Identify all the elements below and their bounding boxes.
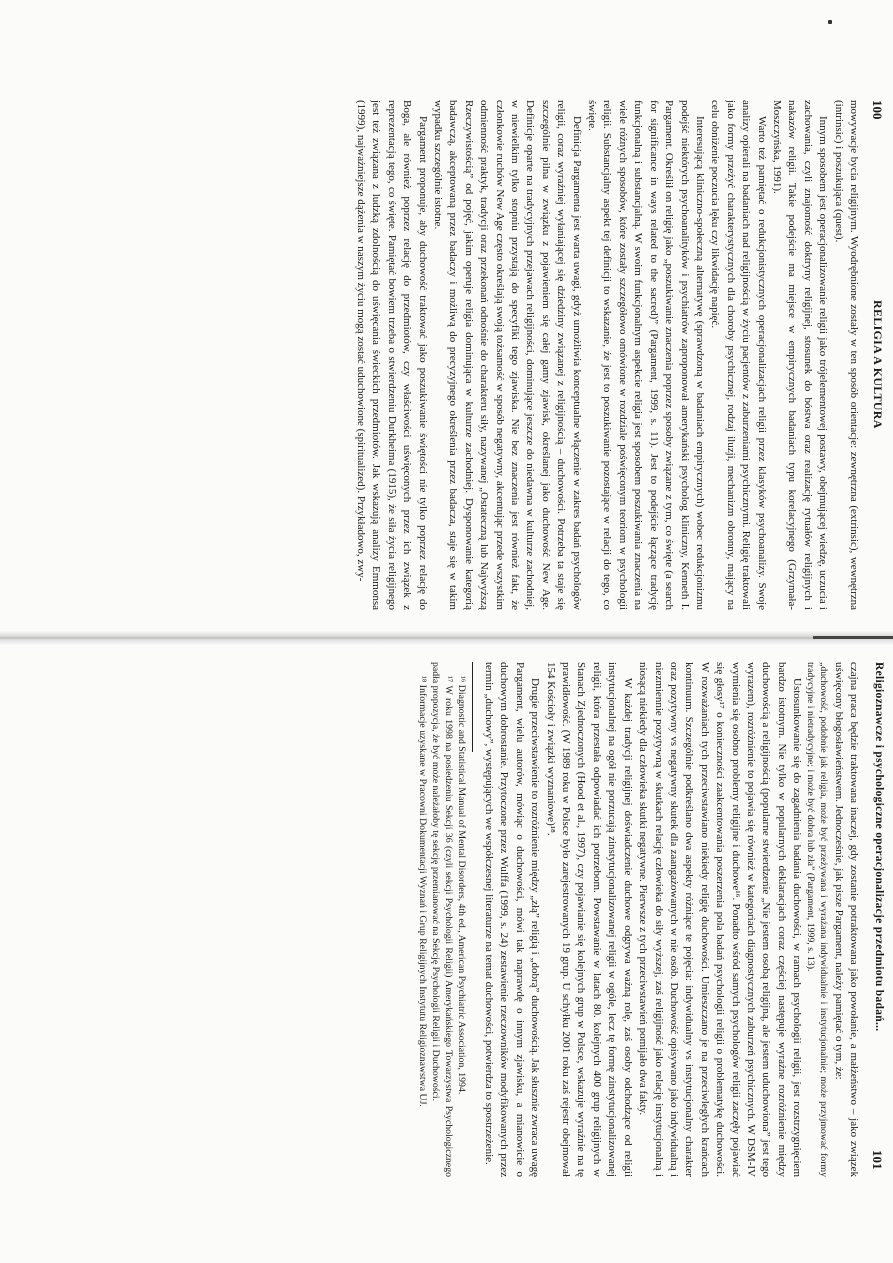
right-page-number: 101 [870, 1150, 885, 1170]
footnote: ¹⁶ Diagnostic and Statistical Manual of Mental Disorders, 4th ed., American Psychiatric Association, 1994. [455, 676, 467, 1095]
footnotes [416, 662, 473, 1177]
right-paragraph: Ustosunkowanie się do zagadnienia badania duchowości, w ramach psychologii religii, jest rozstrzygnięciem bardzo istotnym. Nie tylko w popularnych deklaracjach coraz częściej następuje wyraźne rozróżnienie między duchowością a religijnością (popularne stwierdzenie „Nie jestem osobą religijną, ale jestem uduchowiona” jest tego wyrazem), rozróżnienie to pojawia się również w kategoriach diagnostycznych zaburzeń psychicznych. W DSM-IV wymienia się osobno problemy religijne i duchowe¹⁶. Ponadto wśród samych psychologów religii zaczęły pojawiać się głosy¹⁷ o konieczności zaakcentowania poszerzenia pola badań psychologii religii o problematykę duchowości. W rozważaniach tych przeciwstawiano niekiedy religię duchowości. Umieszczano je na przeciwległych krańcach kontinuum. Szczególnie podkreślano dwa aspekty różniące te pojęcia: indywidualny vs instytucjonalny charakter oraz pozytywny vs negatywny skutek dla zaangażowanych w nie osób. Duchowość opisywano jako indywidualną i niezmiennie pozytywną w skutkach relację człowieka do siły wyższej, zaś religijność jako relację instytucjonalną i niosącą niekiedy dla człowieka skutki negatywne. Pierwsze z tych przeciwstawień pomijało dwa fakty. [637, 662, 804, 1177]
left-paragraph: mowywacje bycia religijnym. Wyodrębnione zostały w ten sposób orientacje: zewnętrzna (extrinsic), wewnętrzna (intrinsic) i poszukująca (quest). [832, 100, 860, 610]
scan-speck [828, 20, 832, 24]
footnote: ¹⁸ Informacje uzyskane w Pracowni Dokumentacji Wyznań i Grup Religijnych Instytutu Religioznawstwa UJ. [416, 676, 428, 1107]
right-paragraph: W każdej tradycji religijnej doświadczenie duchowe odgrywa ważną rolę, zaś osoby odchodzące od religii instytucjonalnej na ogół nie porzucają zinstytucjonalizowanej religii w ogóle, lecz tę formę zinstytucjonalizowanej religii, która przestała odpowiadać ich potrzebom. Powstawanie w latach 80. kolejnych 400 grup religijnych w Stanach Zjednoczonych (Hood et al., 1997), czy pojawianie się kolejnych grup w Polsce, wskazuje wyraźnie na tę prawidłowość. (W 1989 roku w Polsce było zarejestrowanych 19 grup. U schyłku 2001 roku zaś rejestr obejmował 154 Kościoły i związki wyznaniowe)¹⁸. [544, 662, 634, 1177]
block-quote: „duchowość, podobnie jak religia, może być przeżywana i wyrażana indywidualnie i instytucjonalnie; może przyjmować formy tradycyjne i nietradycyjne; i może być dobra lub zła” (Pargament, 1999, s. 13). [805, 662, 830, 1177]
left-paragraph: Pargament proponuje, aby duchowość traktować jako poszukiwanie świętości nie tylko poprzez relację do Boga, ale również poprzez relację do przedmiotów, czy właściwości uświęconych przez ich związek z reprezentacją tego, co święte. Pamiętać bowiem trzeba o stwierdzeniu Durkheima (1915), że siła życia religijnego jest też związana z ludzką zdolnością do uświęcania świeckich przedmiotów. Jak wskazują analizy Emmonsa (1999), najważniejsze dążenia w naszym życiu mogą zostać uduchowione (spiritualized). Przykładowo, zwy- [355, 100, 429, 610]
left-paragraph: Innym sposobem jest operacjonalizowanie religii jako trójelementowej postawy, obejmującej wiedzę, uczucia i zachowania, czyli znajomość doktryny religijnej, stosunek do bóstwa oraz realizację rytuałów religijnych i nakazów religii. Takie podejście ma miejsce w empirycznych badaniach typu korelacyjnego (Grzymała-Moszczyńska, 1991). [770, 100, 830, 610]
left-paragraph: Definicja Pargamenta jest warta uwagi, gdyż umożliwia konceptualne włączenie w zakres badań psychologów religii, coraz wyraźniej wyłaniającej się dziedziny związanej z religijnością – duchowości. Potrzeba ta staje się szczególnie pilna w związku z pojawieniem się całej gamy zjawisk, określanej jako duchowość New Age. Definicje oparte na tradycyjnych przejawach religijności, dominujące jeszcze do niedawna w kulturze zachodniej, w niewielkim tylko stopniu przystają do specyfiki tego zjawiska. Nie bez znaczenia jest również fakt, że członkowie ruchów New Age często określają swoją tożsamość w sposób negatywny, akcentując przede wszystkim odmienność praktyk, tradycji oraz przekonań odnośnie do charakteru siły, nazywanej „Ostateczną lub Najwyższą Rzeczywistością” od pojęć, jakim operuje religia dominująca w kulturze zachodniej. Dysponowanie kategorią badawczą, akceptowaną przez badaczy i możliwą do precyzyjnego określenia przez badacza, staje się w takim wypadku szczególnie istotne. [432, 100, 583, 610]
book-spine-shadow [0, 630, 893, 646]
footnote-rule [472, 662, 473, 752]
left-paragraph: Warto też pamiętać o redukcjonistycznych operacjonalizacjach religii przez klasyków psychoanalizy. Swoje analizy opierali na badaniach nad religijnością w życiu pacjentów z zaburzeniami psychicznymi. Religię traktowali jako formy przeżyć charakterystycznych dla choroby psychicznej, rodzaj iluzji, mechanizm obronny, mający na celu obniżenie poczucia lęku czy likwidację napięć. [709, 100, 768, 610]
right-page-body [81, 662, 861, 1177]
left-page-body [81, 100, 861, 610]
book-spine-edge [813, 636, 893, 639]
left-page-number: 100 [870, 100, 885, 120]
footnote: ¹⁷ W roku 1998 na posiedzeniu Sekcji 36 (czyli sekcji Psychologii Religii) Amerykańskiego Towarzystwa Psychologicznego padła propozycja, że być może należałoby tę sekcję przemianować na Sekcję Psychologii Religii i Duchowości. [429, 662, 454, 1177]
left-running-header: RELIGIA A KULTURA [871, 300, 885, 429]
right-running-header: Religioznawcze i psychologiczne operacjonalizacje przedmiotu badań... [873, 662, 885, 1032]
right-paragraph: czajna praca będzie traktowana inaczej, gdy zostanie potraktowana jako powołanie, a małżeństwo – jako związek uświęcony błogosławieństwem. Jednocześnie, jak pisze Pargament, należy pamiętać o tym, że: [832, 662, 860, 1177]
right-paragraph: Drugie przeciwstawienie to rozróżnienie między „złą” religią i „dobrą” duchowością. Jak słusznie zwraca uwagę Pargament, wielu autorów, mówiąc o duchowości, mówi tak naprawdę o innym zjawisku, a mianowicie o duchowym dobrostanie. Przytoczone przez Wulffa (1999, s. 24) zestawienie rzeczowników modyfikowanych przez termin „duchowy”, występujących we współczesnej literaturze na temat duchowości, potwierdza to spostrzeżenie. [483, 662, 542, 1177]
left-paragraph: Interesującą kliniczno-społeczną alternatywę (sprawdzoną w badaniach empirycznych) wobec redukcjonizmu podejść niektórych psychoanalityków i psychiatrów zaproponował amerykański psycholog kliniczny, Kenneth I. Pargament. Określił on religię jako „poszukiwanie znaczenia poprzez sposoby związane z tym, co święte (a search for significance in ways related to the sacred)” (Pargament, 1999, s. 11). Jest to podejście łączące tradycję funkcjonalną i substancjalną. W swoim funkcjonalnym aspekcie religia jest sposobem poszukiwania znaczenia na wiele różnych sposobów, które zostały szczegółowo omówione w rozdziale poświęconym teoriom w psychologii religii. Substancjalny aspekt tej definicji to wskazanie, że jest to poszukiwanie pozostające w relacji do tego, co święte. [586, 100, 706, 610]
